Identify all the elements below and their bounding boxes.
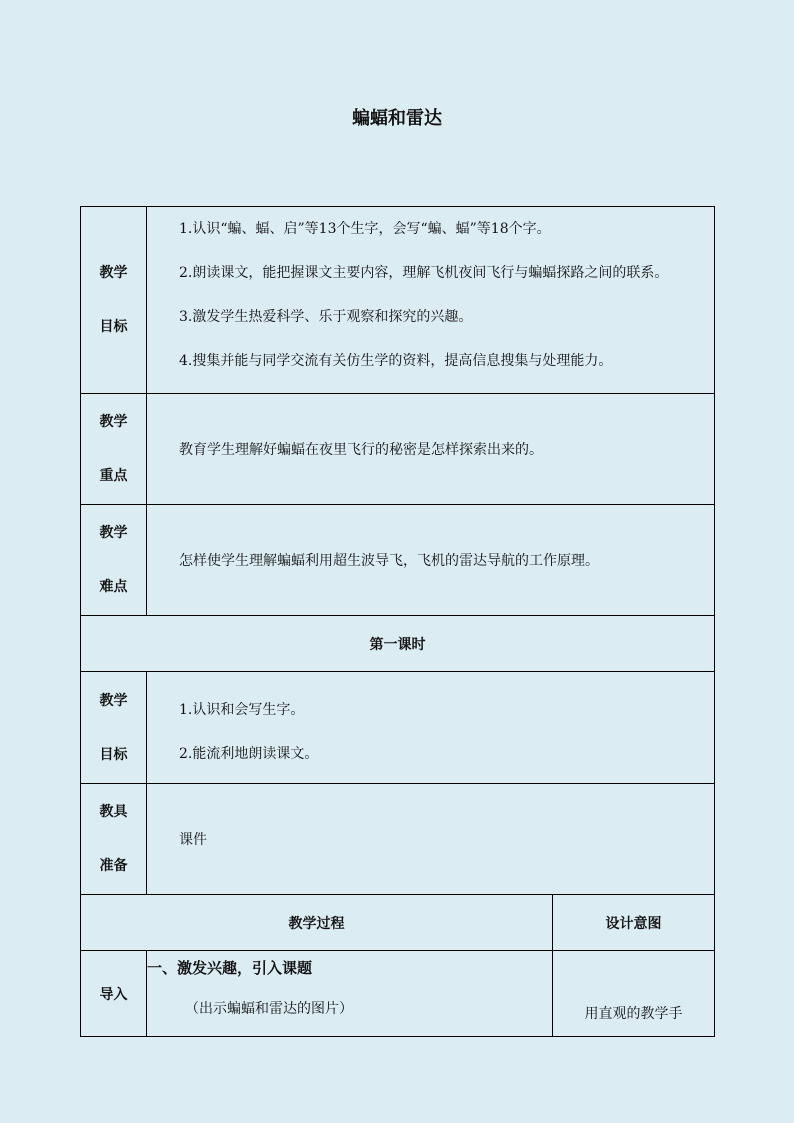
lesson-goal-item: 2.能流利地朗读课文。 xyxy=(179,745,319,762)
document-title: 蝙蝠和雷达 xyxy=(352,108,442,129)
lesson-goals-content xyxy=(147,672,715,784)
key-points-label xyxy=(81,394,147,505)
goals-label-line1: 教学 xyxy=(99,265,128,281)
intro-design-text: 用直观的教学手 xyxy=(584,1006,683,1022)
difficulties-row xyxy=(81,505,715,616)
materials-label-line1: 教具 xyxy=(99,804,128,820)
difficulties-label-line2: 难点 xyxy=(99,579,128,595)
design-header: 设计意图 xyxy=(553,895,715,951)
materials-row xyxy=(81,784,715,895)
process-header: 教学过程 xyxy=(81,895,553,951)
process-header-row xyxy=(81,895,715,951)
difficulties-label-line1: 教学 xyxy=(99,525,128,541)
goal-item: 4.搜集并能与同学交流有关仿生学的资料，提高信息搜集与处理能力。 xyxy=(179,353,613,369)
intro-content xyxy=(147,951,553,1037)
intro-step-title: 一、激发兴趣，引入课题 xyxy=(147,959,313,977)
difficulties-label xyxy=(81,505,147,616)
lesson-goals-label xyxy=(81,672,147,784)
lesson-goal-item: 1.认识和会写生字。 xyxy=(179,701,305,718)
materials-label xyxy=(81,784,147,895)
key-points-row xyxy=(81,394,715,505)
goals-label-line2: 目标 xyxy=(99,319,128,335)
goals-content xyxy=(147,207,715,394)
key-points-text: 教育学生理解好蝙蝠在夜里飞行的秘密是怎样探索出来的。 xyxy=(179,442,543,458)
lesson-goals-row xyxy=(81,672,715,784)
intro-step-sub: （出示蝙蝠和雷达的图片） xyxy=(185,1001,353,1017)
difficulties-text: 怎样使学生理解蝙蝠利用超生波导飞，飞机的雷达导航的工作原理。 xyxy=(179,553,599,569)
lesson-header-row xyxy=(81,616,715,672)
lesson-header: 第一课时 xyxy=(81,616,715,672)
lesson-goals-label-line1: 教学 xyxy=(99,692,128,709)
lesson-goals-label-line2: 目标 xyxy=(99,746,128,763)
goal-item: 1.认识“蝙、蝠、启”等13个生字，会写“蝙、蝠”等18个字。 xyxy=(179,221,551,237)
materials-content xyxy=(147,784,715,895)
materials-label-line2: 准备 xyxy=(99,858,128,874)
intro-row xyxy=(81,951,715,1037)
lesson-plan-table xyxy=(80,206,715,1037)
goal-item: 3.激发学生热爱科学、乐于观察和探究的兴趣。 xyxy=(179,309,473,325)
materials-text: 课件 xyxy=(179,832,207,848)
key-points-label-line1: 教学 xyxy=(99,414,128,430)
goals-label xyxy=(81,207,147,394)
goal-item: 2.朗读课文，能把握课文主要内容，理解飞机夜间飞行与蝙蝠探路之间的联系。 xyxy=(179,265,669,281)
intro-design xyxy=(553,951,715,1037)
key-points-content xyxy=(147,394,715,505)
difficulties-content xyxy=(147,505,715,616)
intro-label: 导入 xyxy=(81,951,147,1037)
key-points-label-line2: 重点 xyxy=(99,468,128,484)
goals-row xyxy=(81,207,715,394)
